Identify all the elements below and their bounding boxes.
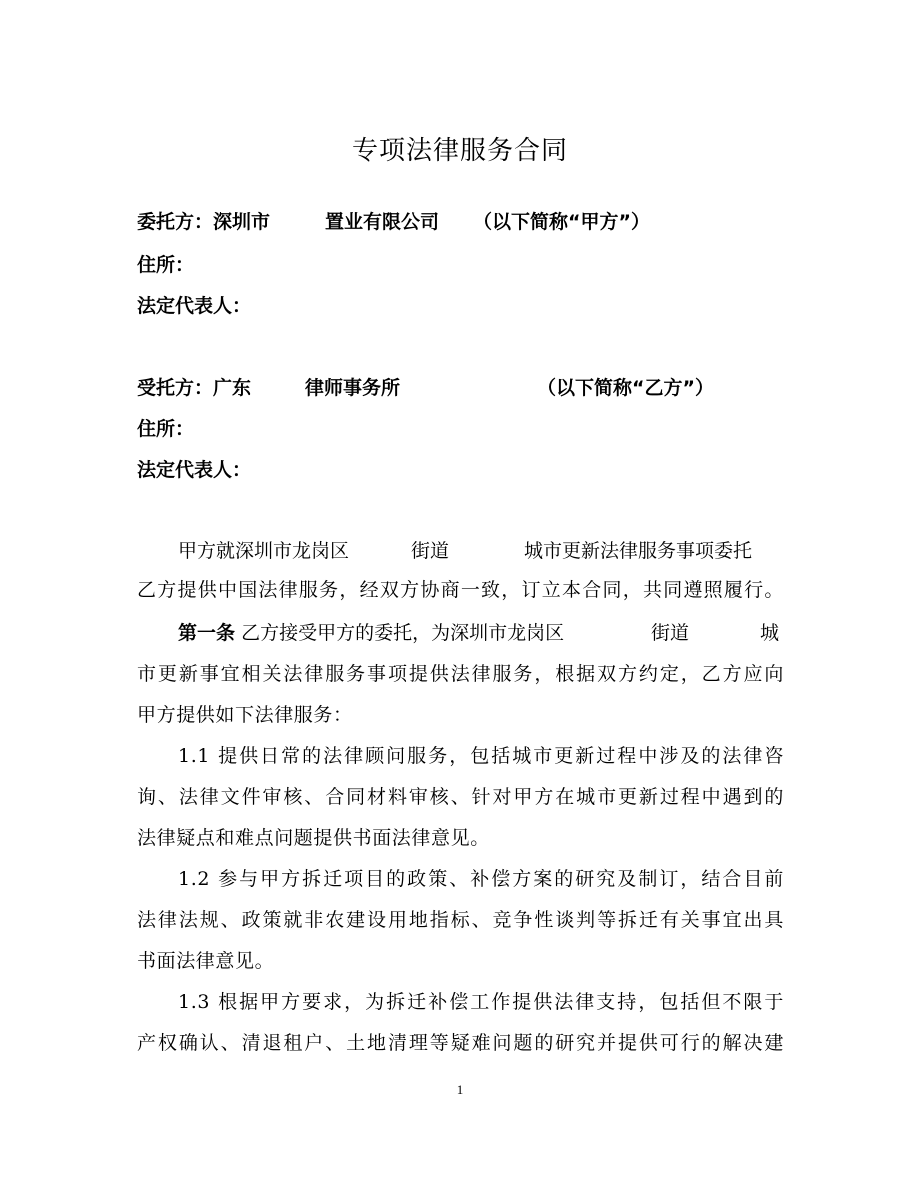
clause-1-3-line2: 产权确认、清退租户、土地清理等疑难问题的研究并提供可行的解决建 (137, 1032, 784, 1054)
party-b-line (137, 373, 251, 400)
party-b-name-part1: 广东 (213, 377, 252, 399)
party-a-short-name: （以下简称“甲方”） (473, 211, 650, 233)
party-a-line (137, 207, 270, 234)
intro-line2: 乙方提供中国法律服务，经双方协商一致，订立本合同，共同遵照履行。 (137, 579, 784, 601)
party-b-short-name: （以下简称“乙方”） (537, 377, 714, 399)
party-b-name-part2: 律师事务所 (305, 377, 401, 399)
article1-line1 (178, 618, 564, 645)
party-a-name-part2: 置业有限公司 (325, 211, 440, 233)
article1-line3: 甲方提供如下法律服务： (137, 704, 353, 726)
party-a-rep-label: 法定代表人： (137, 295, 252, 317)
party-b-label: 受托方： (137, 377, 214, 399)
party-b-address-label: 住所： (137, 418, 195, 440)
clause-1-1-line2: 询、法律文件审核、合同材料审核、针对甲方在城市更新过程中遇到的 (137, 786, 784, 808)
party-a-address-label: 住所： (137, 254, 195, 276)
document-title: 专项法律服务合同 (351, 136, 568, 166)
party-a-label: 委托方： (137, 211, 214, 233)
article1-heading: 第一条 (178, 622, 236, 644)
article1-line1-b: 街道 (651, 622, 690, 644)
intro-line1-b: 街道 (411, 540, 450, 562)
clause-1-2-line2: 法律法规、政策就非农建设用地指标、竞争性谈判等拆迁有关事宜出具 (137, 909, 784, 931)
intro-line1-c: 城市更新法律服务事项委托 (524, 540, 753, 562)
article1-line2: 市更新事宜相关法律服务事项提供法律服务，根据双方约定，乙方应向 (137, 663, 784, 685)
page-number: 1 (456, 1082, 464, 1097)
clause-1-2-line1: 1.2 参与甲方拆迁项目的政策、补偿方案的研究及制订，结合目前 (178, 868, 784, 890)
party-a-name-part1: 深圳市 (213, 211, 271, 233)
clause-1-2-line3: 书面法律意见。 (137, 950, 275, 972)
clause-1-1-line1: 1.1 提供日常的法律顾问服务，包括城市更新过程中涉及的法律咨 (178, 745, 784, 767)
article1-line1-a: 乙方接受甲方的委托，为深圳市龙岗区 (241, 622, 565, 644)
party-b-rep-label: 法定代表人： (137, 459, 252, 481)
clause-1-3-line1: 1.3 根据甲方要求，为拆迁补偿工作提供法律支持，包括但不限于 (178, 991, 784, 1013)
intro-line1-a: 甲方就深圳市龙岗区 (178, 540, 350, 562)
article1-line1-c: 城 (760, 622, 780, 644)
clause-1-1-line3: 法律疑点和难点问题提供书面法律意见。 (137, 827, 490, 849)
